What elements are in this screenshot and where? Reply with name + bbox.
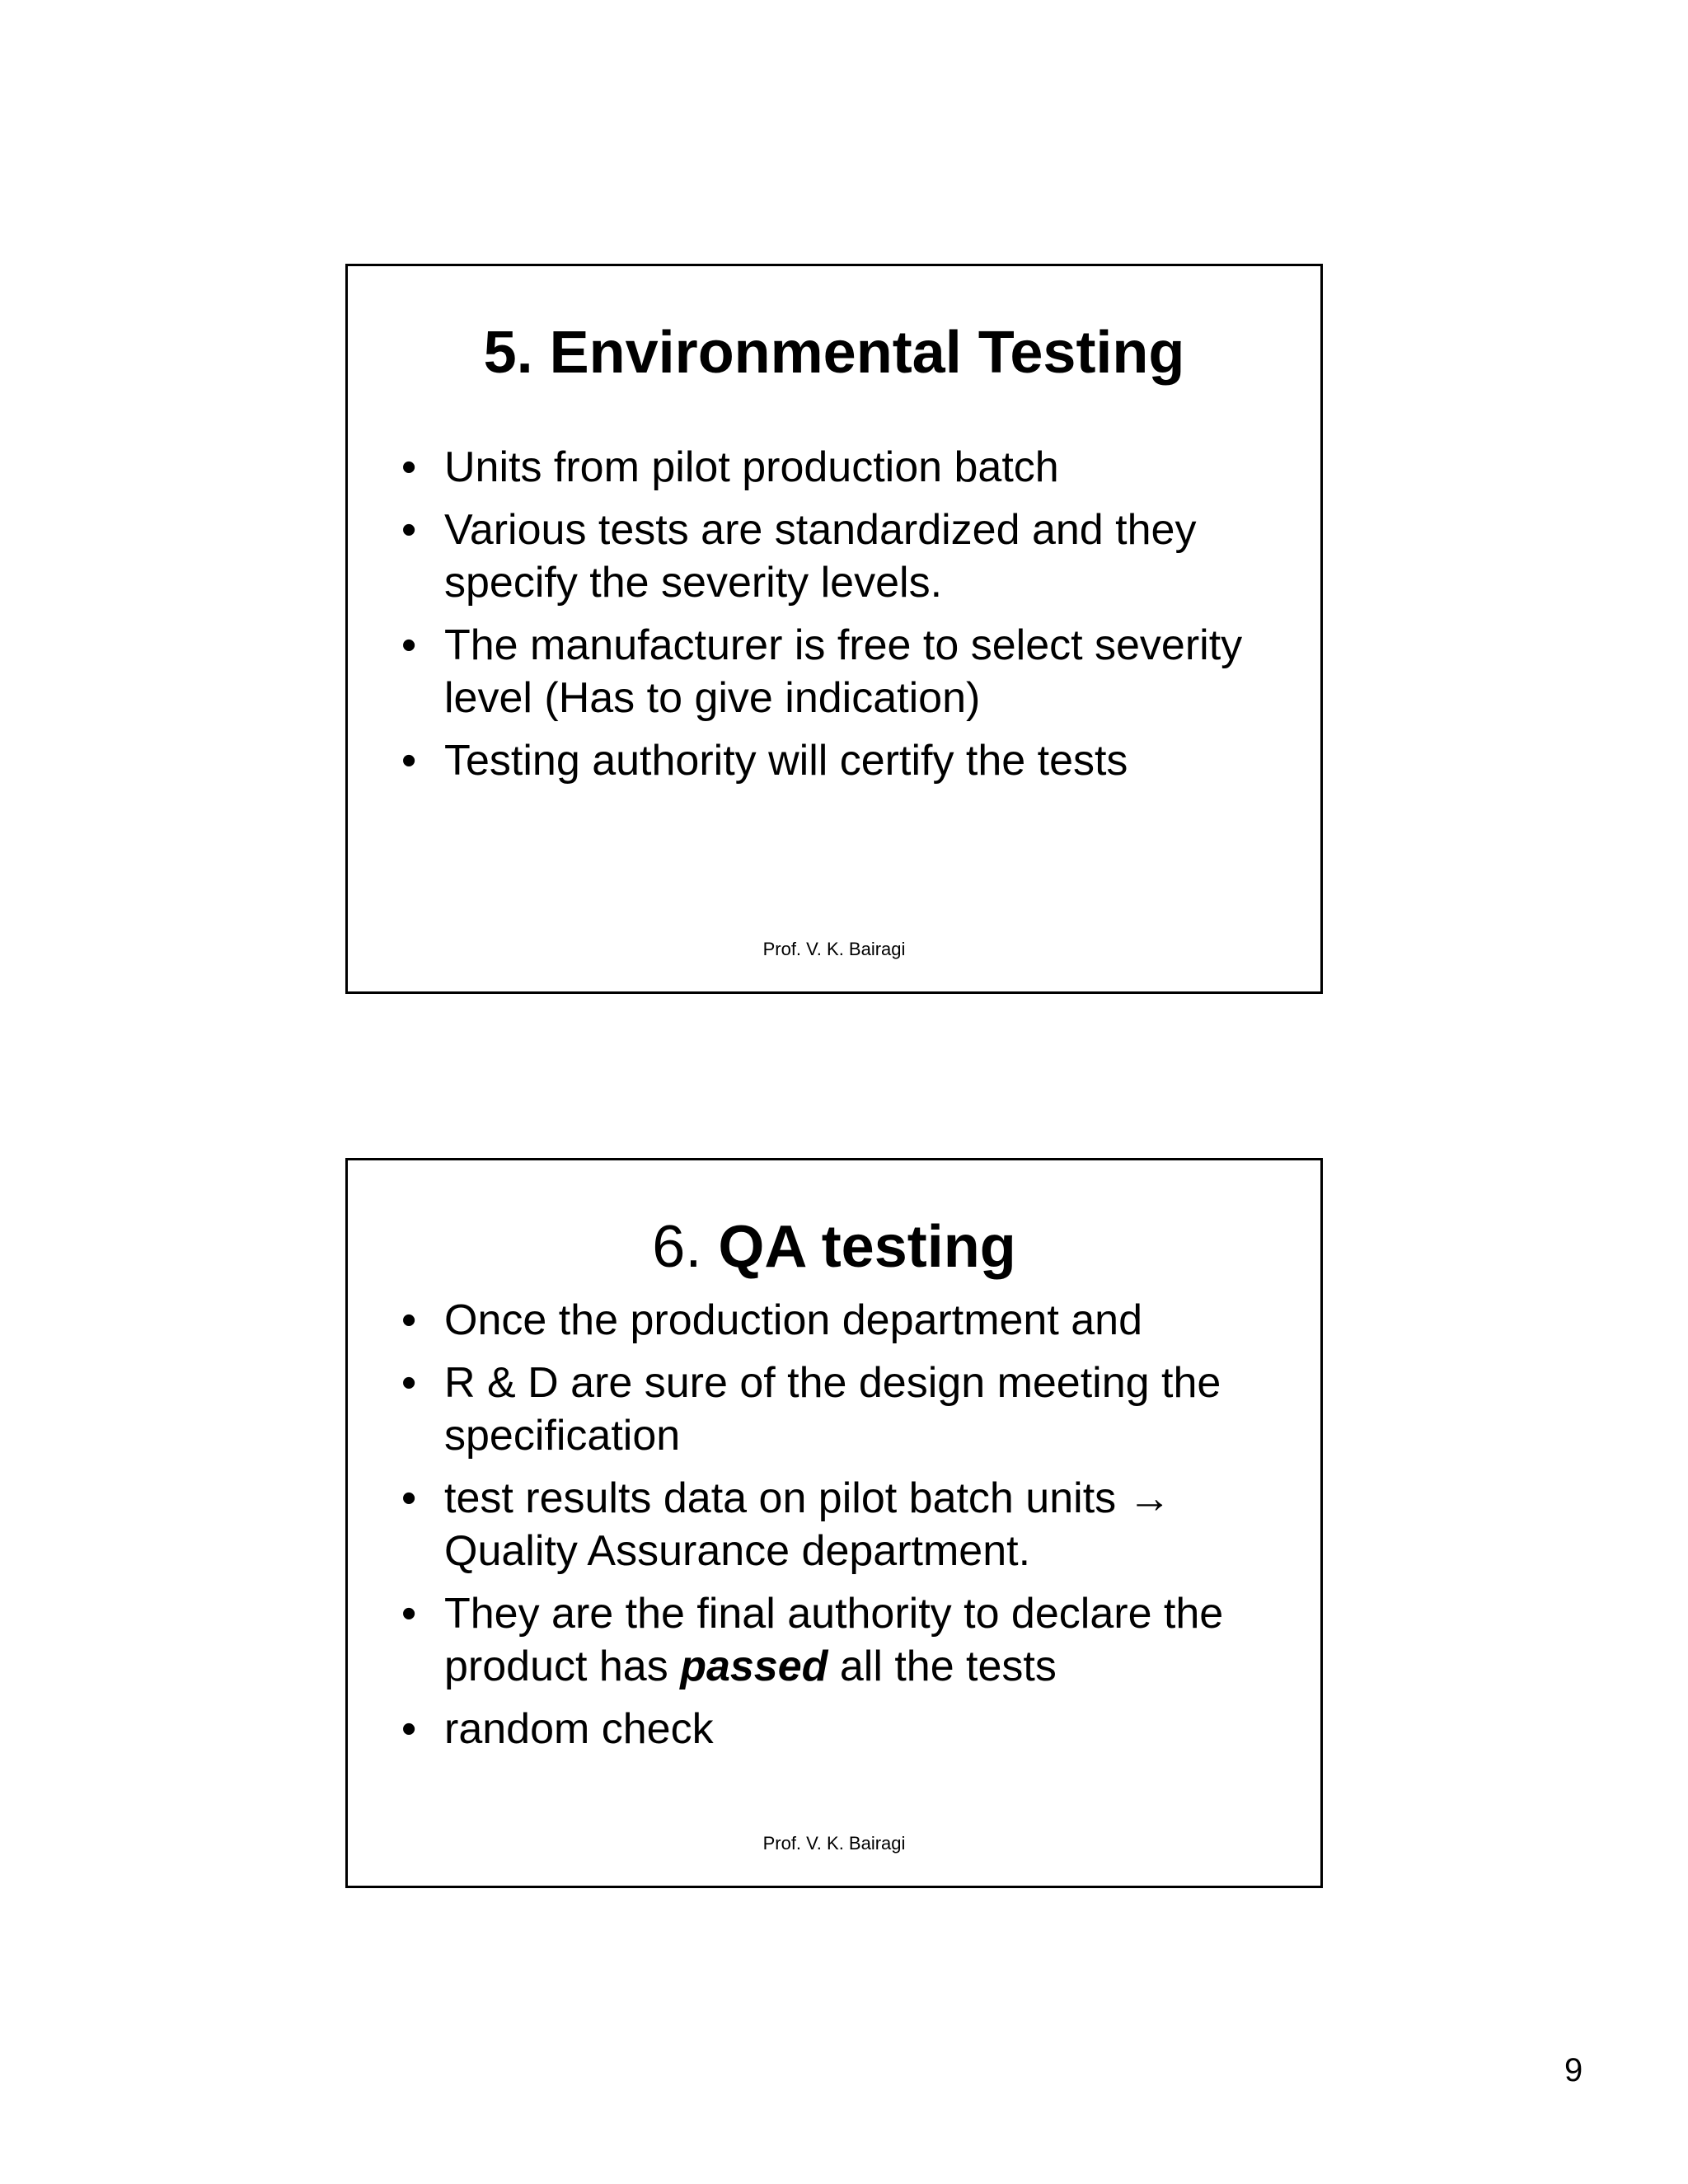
bullet-icon: • xyxy=(401,1359,417,1407)
list-item xyxy=(401,734,1271,787)
list-item xyxy=(401,1587,1271,1693)
bullet-icon: • xyxy=(401,737,417,785)
slide-title: 5. Environmental Testing xyxy=(483,320,1185,386)
bullet-icon: • xyxy=(401,443,417,491)
slide-title-prefix: 6. xyxy=(652,1214,719,1280)
slide-title-bold: QA testing xyxy=(718,1214,1016,1280)
list-item xyxy=(401,1703,1271,1755)
slide-environmental-testing xyxy=(345,264,1323,994)
page-number: 9 xyxy=(1564,2052,1583,2088)
bullet-text: R & D are sure of the design meeting the specification xyxy=(444,1359,1221,1460)
bullet-icon: • xyxy=(401,1705,417,1753)
bullet-text: Various tests are standardized and they specify the severity levels. xyxy=(444,506,1197,607)
bullet-text-emphasis: passed xyxy=(680,1643,828,1690)
slide-title xyxy=(348,1214,1320,1280)
bullet-icon: • xyxy=(401,1474,417,1522)
list-item xyxy=(401,504,1271,609)
slide-footer-author: Prof. V. K. Bairagi xyxy=(762,1833,906,1854)
bullet-text: Units from pilot production batch xyxy=(444,443,1059,491)
bullet-list xyxy=(401,441,1271,797)
list-item xyxy=(401,1294,1271,1347)
bullet-text-before: They are the final authority to declare the product has xyxy=(444,1590,1224,1690)
bullet-text: random check xyxy=(444,1705,714,1753)
bullet-icon: • xyxy=(401,1590,417,1638)
bullet-text-after: all the tests xyxy=(828,1643,1057,1690)
bullet-text: The manufacturer is free to select severity level (Has to give indication) xyxy=(444,621,1243,722)
slide-footer-author: Prof. V. K. Bairagi xyxy=(762,939,906,959)
list-item xyxy=(401,1472,1271,1577)
list-item xyxy=(401,1357,1271,1462)
list-item xyxy=(401,619,1271,724)
bullet-text: test results data on pilot batch units → Quality Assurance department. xyxy=(444,1474,1171,1575)
slide-qa-testing xyxy=(345,1158,1323,1888)
bullet-icon: • xyxy=(401,1296,417,1344)
bullet-icon: • xyxy=(401,621,417,669)
bullet-icon: • xyxy=(401,506,417,554)
bullet-text: Testing authority will certify the tests xyxy=(444,737,1128,785)
list-item xyxy=(401,441,1271,494)
bullet-text: Once the production department and xyxy=(444,1296,1143,1344)
bullet-list xyxy=(401,1294,1271,1765)
